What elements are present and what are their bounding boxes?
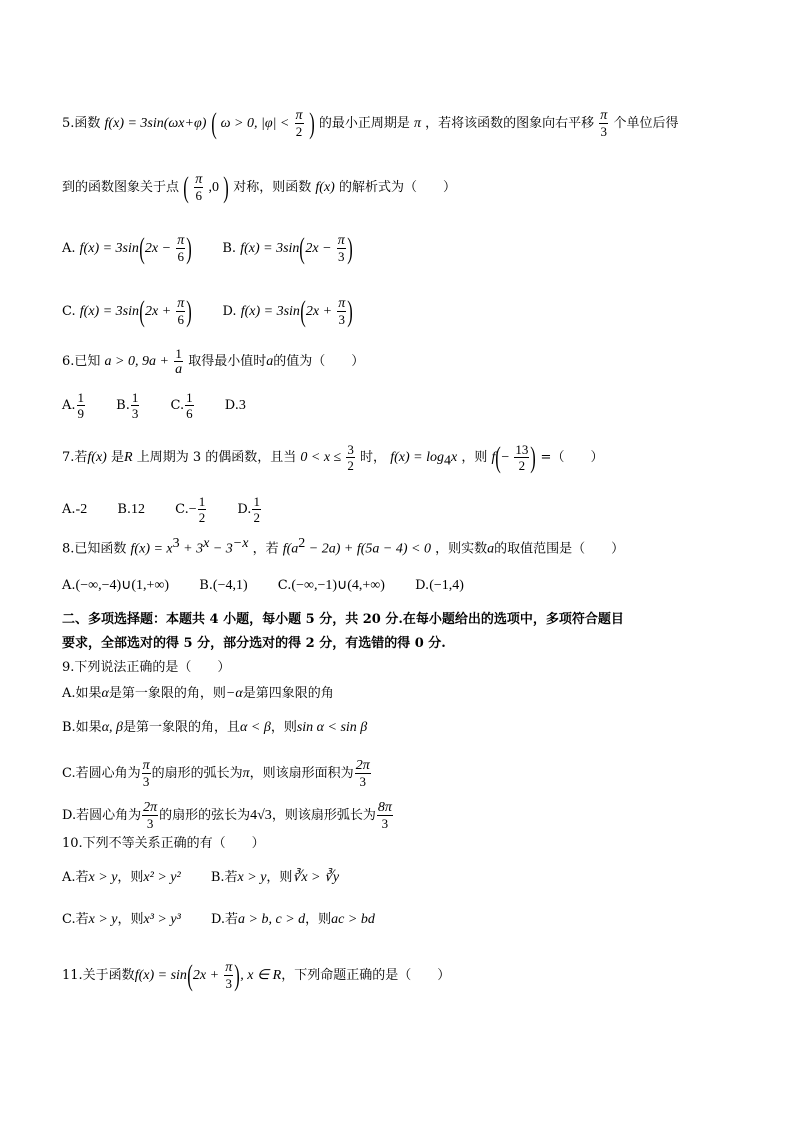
q6-option-a[interactable]: A. $\frac{1}{9}$ [62,390,85,421]
q10-option-a[interactable]: A.若x > y，则x² > y² [62,870,181,885]
q5-stem-line2 [62,172,754,203]
q5-text: 对称，则函数 [233,180,312,195]
q9-option-c[interactable]: C.若圆心角为 $\frac{\pi}{3}$ 的扇形的弧长为π，则该扇形面积为 $\frac{2\pi}{3}$ [62,758,370,789]
q5-cond-fraction: $\frac{\pi}{2}$ [295,108,303,139]
q8-option-a[interactable]: A.(−∞,−4)∪(1,+∞) [62,578,170,593]
q8-options [62,576,754,596]
q5-option-c[interactable]: C. f(x) = 3sin(2x + $\frac{\pi}{6}$ ) [62,294,193,328]
q5-text: 个单位后得 [613,116,679,131]
q8-option-b[interactable]: B.(−4,1) [199,578,248,593]
q5-fx: f(x) [315,180,335,195]
q8-stem: 8.已知函数 $f(x) = x^3 + 3^x - 3^{-x}$ ，若 $f(a^2 - 2a) + f(5a - 4) < 0$ ，则实数a的取值范围是（ ） [62,536,625,557]
q5-text: 到的函数图象关于点 [62,180,180,195]
q5-point-tail: ,0 [208,180,219,195]
q7-option-b[interactable]: B.12 [117,502,146,517]
q5-shift-fraction: $\frac{\pi}{3}$ [600,108,608,139]
q5-pi: π [413,116,421,131]
q7-options [62,494,754,525]
q9-stem: 9.下列说法正确的是（ ） [62,660,231,675]
q7-stem: 7.若f(x) 是R 上周期为 3 的偶函数，且当 0 < x ≤ $\frac{3}{2}$ 时， $f(x) = \log_4x$ ，则 f(− $\frac{13}{2}$ ) =（ ） [62,440,604,474]
q5-stem-line1 [62,108,754,139]
q10-option-b[interactable]: B.若x > y，则∛x > ∛y [210,870,340,885]
q9-option-d[interactable]: D.若圆心角为 $\frac{2\pi}{3}$ 的扇形的弦长为4√3，则该扇形弧长为 $\frac{8\pi}{3}$ [62,800,392,831]
q5-text: 的最小正周期是 [318,116,410,131]
q10-option-d[interactable]: D.若a > b, c > d，则ac > bd [210,912,375,927]
paren-open: ( [183,170,189,204]
section2-heading-line1: 二、多项选择题：本题共 4 小题，每小题 5 分，共 20 分.在每小题给出的选项中，多项符合题目 [62,612,624,627]
q5-text: 的解析式为（ ） [338,180,456,195]
q5-option-d[interactable]: D. f(x) = 3sin(2x + $\frac{\pi}{3}$ ) [222,294,353,328]
q7-option-c[interactable]: C.− $\frac{1}{2}$ [175,494,206,525]
q10-option-c[interactable]: C.若x > y，则x³ > y³ [62,912,181,927]
q5-function: f(x) = 3sin(ωx+φ) [104,116,207,131]
q9-option-b[interactable]: B.如果α, β是第一象限的角，且α < β，则sin α < sin β [62,720,368,735]
paren-open: ( [210,106,217,140]
q5-options-ab [62,233,754,264]
q5-condition: ω > 0, |φ| < [220,116,290,131]
q8-option-d[interactable]: D.(−1,4) [415,578,464,593]
section2-heading-line2: 要求，全部选对的得 5 分，部分选对的得 2 分，有选错的得 0 分. [62,636,446,651]
q7-option-a[interactable]: A.-2 [62,502,88,517]
q5-options-cd [62,296,754,327]
paren-close: ) [308,106,315,140]
q5-prefix: 5.函数 [62,116,101,131]
q7-option-d[interactable]: D. $\frac{1}{2}$ [237,494,260,525]
q8-option-c[interactable]: C.(−∞,−1)∪(4,+∞) [277,578,385,593]
q11-stem: 11.关于函数f(x) = sin(2x + $\frac{\pi}{3}$ ), x ∈ R，下列命题正确的是（ ） [62,958,451,992]
q6-option-c[interactable]: C. $\frac{1}{6}$ [170,390,193,421]
q9-option-a[interactable]: A.如果α是第一象限的角，则−α是第四象限的角 [62,686,334,701]
q10-stem: 10.下列不等关系正确的有（ ） [62,836,265,851]
q6-option-b[interactable]: B. $\frac{1}{3}$ [116,390,139,421]
q5-option-a[interactable]: A. f(x) = 3sin(2x − $\frac{\pi}{6}$ ) [62,231,192,265]
q5-point-fraction: $\frac{\pi}{6}$ [195,172,203,203]
q6-option-d[interactable]: D.3 [224,398,246,413]
q10-options-ab [62,868,754,888]
q5-option-b[interactable]: B. f(x) = 3sin(2x − $\frac{\pi}{3}$ ) [222,231,353,265]
q5-text: ，若将该函数的图象向右平移 [425,116,595,131]
q10-options-cd [62,910,754,930]
paren-close: ) [223,170,229,204]
q6-options [62,390,754,421]
q6-stem: 6.已知 a > 0, 9a + $\frac{1}{a}$ 取得最小值时a的值为（ ） [62,346,365,377]
